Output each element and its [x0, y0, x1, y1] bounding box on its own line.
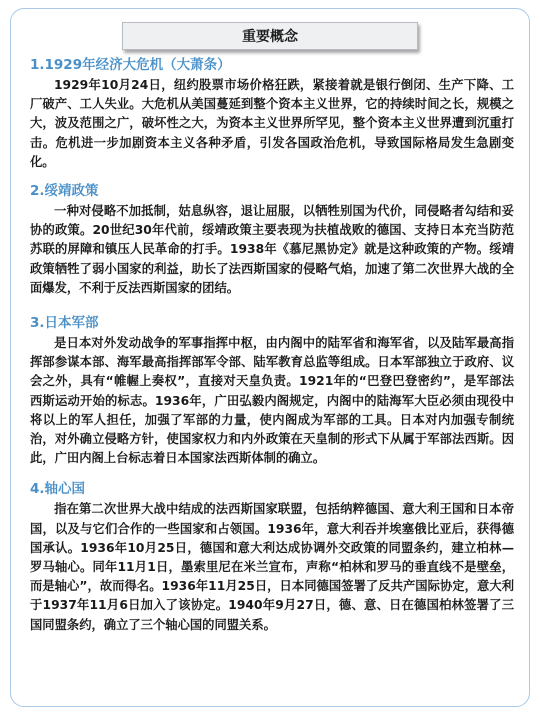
section-body — [30, 76, 514, 172]
section-body — [30, 202, 514, 298]
section-body-text: 1929年10月24日，纽约股票市场价格狂跌，紧接着就是银行倒闭、生产下降、工厂破产、工人失业。大危机从美国蔓延到整个资本主义世界，它的持续时间之长，规模之大，波及范围之广，破坏性之大，为资本主义世界所罕见，整个资本主义世界遭到沉重打击。危机进一步加剧资本主义各种矛盾，引发各国政治危机，导致国际格局发生急剧变化。 — [30, 78, 514, 169]
section-heading: 3.日本军部 — [30, 315, 99, 332]
section-heading: 4.轴心国 — [30, 481, 86, 498]
section-japan-military — [30, 314, 514, 468]
section-body-text: 是日本对外发动战争的军事指挥中枢，由内阁中的陆军省和海军省，以及陆军最高指挥部参谋本部、海军最高指挥部军令部、陆军教育总监等组成。日本军部独立于政府、议会之外，具有“帷幄上奏权”，直接对天皇负责。1921年的“巴登巴登密约”，是军部法西斯运动开始的标志。1936年，广田弘毅内阁规定，内阁中的陆海军大臣必须由现役中将以上的军人担任，加强了军部的力量，使内阁成为军部的工具。日本对内加强专制统治，对外确立侵略方针，使国家权力和内外政策在天皇制的形式下从属于军部法西斯。因此，广田内阁上台标志着日本国家法西斯体制的确立。 — [30, 336, 514, 466]
section-body-text: 指在第二次世界大战中结成的法西斯国家联盟，包括纳粹德国、意大利王国和日本帝国，以及与它们合作的一些国家和占领国。1936年，意大利吞并埃塞俄比亚后，获得德国承认。1936年10月25日，德国和意大利达成协调外交政策的同盟条约，建立柏林—罗马轴心。同年11月1日，墨索里尼在米兰宣布，声称“柏林和罗马的垂直线不是壁垒，而是轴心”，故而得名。1936年11月25日，日本同德国签署了反共产国际协定，意大利于1937年11月6日加入了该协定。1940年9月27日，德、意、日在德国柏林签署了三国同盟条约，确立了三个轴心国的同盟关系。 — [30, 502, 514, 632]
section-appeasement-policy — [30, 182, 514, 298]
section-heading: 2.绥靖政策 — [30, 183, 99, 200]
content-area — [30, 56, 514, 635]
section-great-depression — [30, 56, 514, 172]
page-title — [122, 22, 418, 50]
page-title-text: 重要概念 — [242, 29, 298, 45]
section-body — [30, 500, 514, 634]
section-body-text: 一种对侵略不加抵制，姑息纵容，退让屈服，以牺牲别国为代价，同侵略者勾结和妥协的政策。20世纪30年代前，绥靖政策主要表现为扶植战败的德国、支持日本充当防范苏联的屏障和镇压人民革命的打手。1938年《慕尼黑协定》就是这种政策的产物。绥靖政策牺牲了弱小国家的利益，助长了法西斯国家的侵略气焰，加速了第二次世界大战的全面爆发，不利于反法西斯国家的团结。 — [30, 204, 514, 295]
section-heading: 1.1929年经济大危机（大萧条） — [30, 57, 231, 73]
section-axis-powers — [30, 480, 514, 634]
section-body — [30, 334, 514, 468]
